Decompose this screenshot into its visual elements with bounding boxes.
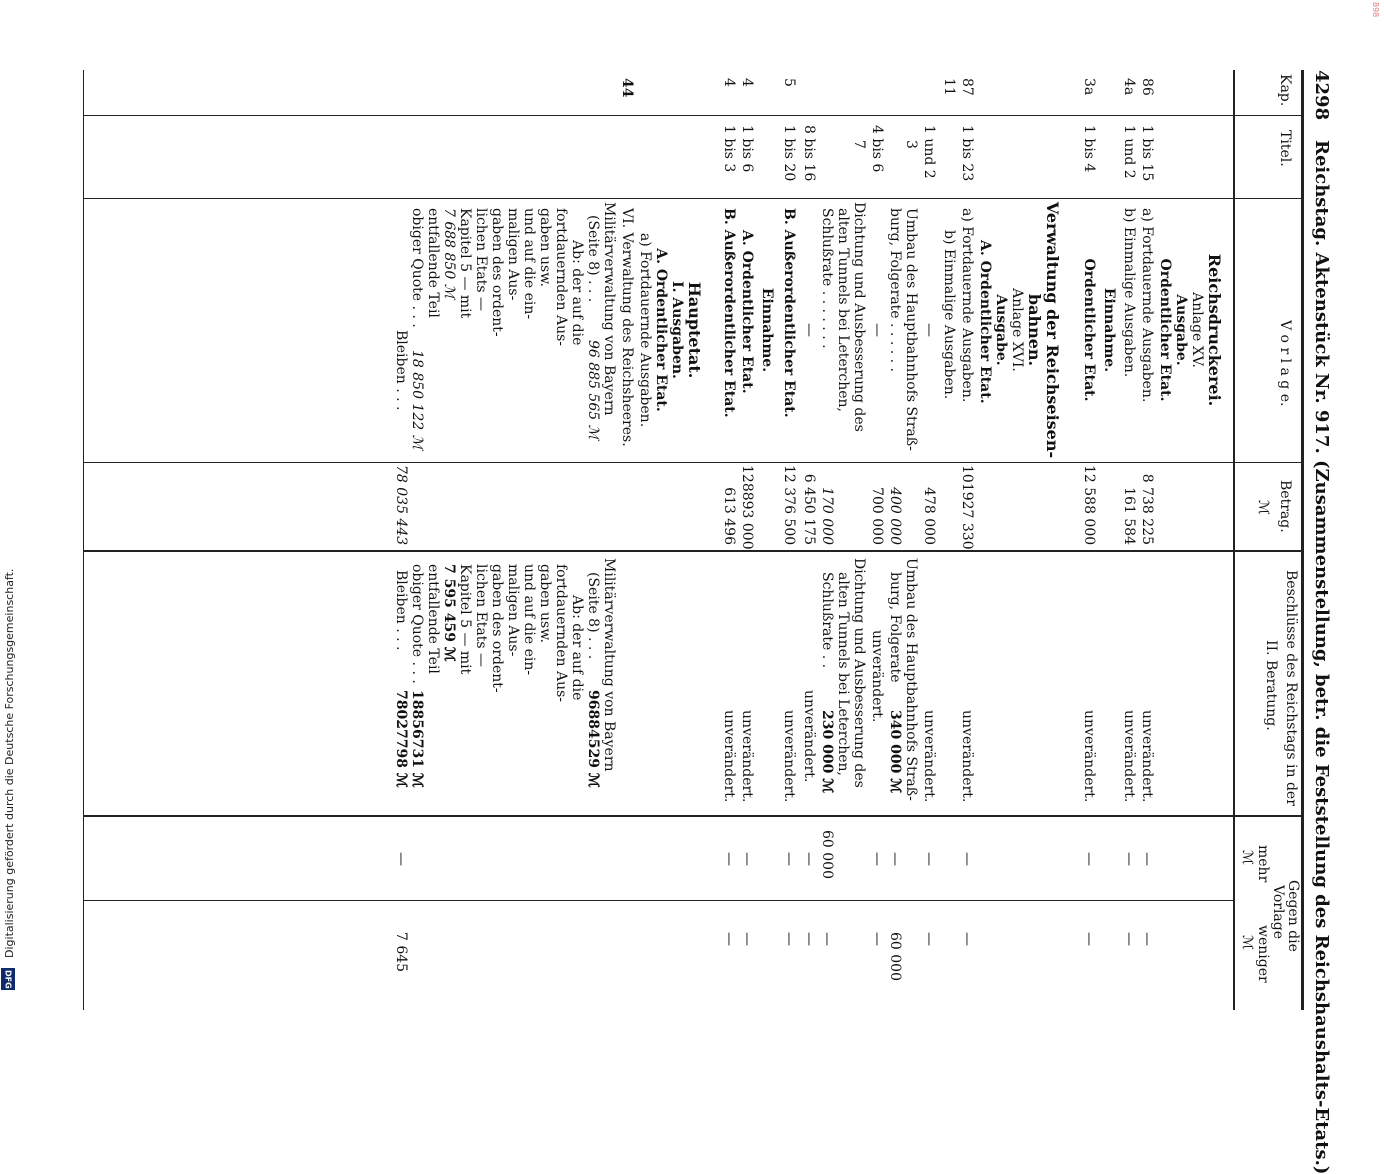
col-mehr-unit: ℳ xyxy=(1239,850,1255,865)
m6: und auf die ein- xyxy=(521,208,537,320)
r7-beschl-amt: 230 000 ℳ xyxy=(819,710,835,794)
section-hauptetat: Hauptetat. xyxy=(685,281,704,379)
col-rule-6 xyxy=(84,900,1235,901)
section-verwaltung-1: Verwaltung der Reichseisen- xyxy=(1043,201,1062,459)
bm8: gaben des ordent- xyxy=(489,564,505,693)
r6-titel: 4 bis 6 xyxy=(869,125,885,173)
m14: Bleiben . . . xyxy=(393,330,409,411)
r12-weniger: 7 645 xyxy=(393,932,409,973)
col-betrag-unit: ℳ xyxy=(1255,500,1271,515)
m4: fortdauernden Aus- xyxy=(553,208,569,347)
anlage-16: Anlage XVI. xyxy=(1009,288,1025,372)
r11-mehr: — xyxy=(721,852,737,866)
r7-beschl2: alten Tunnels bei Leterchen, xyxy=(835,572,851,776)
bm14-amt: 78027798 ℳ xyxy=(393,690,409,788)
col-rule-1 xyxy=(84,115,1304,116)
m8: gaben des ordent- xyxy=(489,208,505,337)
r9-titel: 1 bis 20 xyxy=(781,125,797,182)
r8-titel: 8 bis 16 xyxy=(801,125,817,182)
col-rule-3 xyxy=(84,462,1304,463)
bottom-rule xyxy=(83,70,84,1010)
r7-betrag: 170 000 xyxy=(819,487,835,545)
page-mark: 898 xyxy=(1371,2,1380,18)
r11-titel: 1 bis 3 xyxy=(721,125,737,173)
r5b-text1: Umbau des Hauptbahnhofs Straß- xyxy=(903,208,919,451)
r4-weniger: — xyxy=(959,932,975,946)
col-weniger-unit: ℳ xyxy=(1239,935,1255,950)
r5b-titel: 3 xyxy=(903,140,919,149)
m1: Militärverwaltung von Bayern xyxy=(601,202,617,416)
r11-beschl: unverändert. xyxy=(721,710,737,803)
r12-kap: 44 xyxy=(619,78,635,98)
col-betrag: Betrag. xyxy=(1277,480,1293,533)
r1-titel: 1 bis 15 xyxy=(1139,125,1155,182)
anlage-15: Anlage XV. xyxy=(1189,292,1205,368)
m13-amt: 18 850 122 ℳ xyxy=(409,350,425,450)
m2-amt: 96 885 565 ℳ xyxy=(585,340,601,440)
bm10: Kapitel 5 — mit xyxy=(457,564,473,675)
r1-text: a) Fortdauernde Ausgaben. xyxy=(1139,208,1155,403)
r9-beschl: unverändert. xyxy=(781,710,797,803)
r9-text: B. Außerordentlicher Etat. xyxy=(781,208,797,418)
bm9: lichen Etats — xyxy=(473,564,489,668)
a-ord2-heading: A. Ordentlicher Etat. xyxy=(653,248,669,412)
r11-weniger: — xyxy=(721,932,737,946)
r1-beschl: unverändert. xyxy=(1139,710,1155,803)
r2-kap: 4a xyxy=(1121,78,1137,96)
col-weniger: weniger xyxy=(1255,925,1271,983)
r10-weniger: — xyxy=(739,932,755,946)
r10-beschl: unverändert. xyxy=(739,710,755,803)
r8-beschl: unverändert. xyxy=(801,690,817,783)
r5a-titel: 1 und 2 xyxy=(921,125,937,179)
bm13-amt: 18856731 ℳ xyxy=(409,690,425,788)
r8-weniger: — xyxy=(801,932,817,946)
dfg-logo: DFG xyxy=(1,968,15,990)
bm7: maligen Aus- xyxy=(505,564,521,657)
r7-mehr: 60 000 xyxy=(819,830,835,879)
bm13: obiger Quote . . . xyxy=(409,564,425,684)
r10-kap: 4 xyxy=(739,78,755,87)
r5a-mehr: — xyxy=(921,852,937,866)
bm2: (Seite 8) . . . xyxy=(585,572,601,660)
r5b-betrag1: 400 000 xyxy=(887,487,903,545)
r10-mehr: — xyxy=(739,852,755,866)
col-rule-4 xyxy=(84,550,1304,552)
r5-kap: 11 xyxy=(941,78,957,96)
r5a-beschl: unverändert. xyxy=(921,710,937,803)
bm6: und auf die ein- xyxy=(521,564,537,676)
r11-text: B. Außerordentlicher Etat. xyxy=(721,208,737,418)
r9-kap: 5 xyxy=(781,78,797,87)
m2: (Seite 8) . . . xyxy=(585,215,601,303)
r8-mehr: — xyxy=(801,852,817,866)
fort-heading: a) Fortdauernde Ausgaben. xyxy=(637,232,653,428)
r4-mehr: — xyxy=(959,852,975,866)
m13: obiger Quote . . . xyxy=(409,208,425,328)
section-reichsdruckerei: Reichsdruckerei. xyxy=(1205,253,1224,407)
r4-text: a) Fortdauernde Ausgaben. xyxy=(959,208,975,403)
r7-text1: Dichtung und Ausbesserung des xyxy=(851,202,867,432)
r8-betrag: 6 450 175 xyxy=(801,473,817,545)
r6-mehr: — xyxy=(869,852,885,866)
r2-mehr: — xyxy=(1121,852,1137,866)
r12-mehr: — xyxy=(393,852,409,866)
r9-weniger: — xyxy=(781,932,797,946)
m9: lichen Etats — xyxy=(473,208,489,312)
r7-text2: alten Tunnels bei Leterchen, xyxy=(835,208,851,412)
col-vorlage: V o r l a g e. xyxy=(1277,320,1293,407)
a-ord-heading: A. Ordentlicher Etat. xyxy=(977,240,993,404)
bm4: fortdauernden Aus- xyxy=(553,564,569,703)
m10: Kapitel 5 — mit xyxy=(457,208,473,319)
bm5: gaben usw. xyxy=(537,564,553,643)
bm1: Militärverwaltung von Bayern xyxy=(601,558,617,772)
r6-weniger: — xyxy=(869,932,885,946)
r5b-mehr: — xyxy=(887,852,903,866)
r5b-beschl-amt: 340 000 ℳ xyxy=(887,710,903,794)
r3-beschl: unverändert. xyxy=(1081,710,1097,803)
r4-beschl: unverändert. xyxy=(959,710,975,803)
r5a-dash: — xyxy=(921,323,937,337)
col-beschluesse: Beschlüsse des Reichstags in der xyxy=(1283,570,1299,806)
r2-beschl: unverändert. xyxy=(1121,710,1137,803)
col-titel: Titel. xyxy=(1277,130,1293,167)
bm14: Bleiben . . . xyxy=(393,570,409,651)
r7-beschl3: Schlußrate . . xyxy=(819,572,835,669)
m3: Ab: der auf die xyxy=(569,240,585,346)
r11-kap: 4 xyxy=(721,78,737,87)
ausgaben-heading: I. Ausgaben. xyxy=(669,281,685,379)
r5-text: b) Einmalige Ausgaben. xyxy=(941,230,957,400)
bm2-amt: 96884529 ℳ xyxy=(585,690,601,788)
r3-weniger: — xyxy=(1081,932,1097,946)
r1-mehr: — xyxy=(1139,852,1155,866)
r5a-weniger: — xyxy=(921,932,937,946)
r5b-betrag2: 700 000 xyxy=(869,487,885,545)
m7: maligen Aus- xyxy=(505,208,521,301)
r9-mehr: — xyxy=(781,852,797,866)
r2-titel: 1 und 2 xyxy=(1121,125,1137,179)
r11-betrag: 613 496 xyxy=(721,487,737,545)
m5: gaben usw. xyxy=(537,208,553,287)
r4-kap: 87 xyxy=(959,78,975,96)
r5b-text2: burg, Folgerate . . . . . . xyxy=(887,208,903,372)
ausgabe2-heading: Ausgabe. xyxy=(993,294,1009,366)
vi-heading: VI. Verwaltung des Reichsheeres. xyxy=(619,208,635,447)
r2-text: b) Einmalige Ausgaben. xyxy=(1121,208,1137,378)
bm3: Ab: der auf die xyxy=(569,595,585,701)
col-kap: Kap. xyxy=(1277,74,1293,107)
col-vorlage-sub: Vorlage xyxy=(1270,885,1286,940)
r4-betrag: 101927 330 xyxy=(959,465,975,550)
col-mehr: mehr xyxy=(1255,845,1271,883)
ausgabe-heading: Ausgabe. xyxy=(1173,294,1189,366)
m12: entfallende Teil xyxy=(425,208,441,318)
r8-dash: — xyxy=(801,323,817,337)
r1-kap: 86 xyxy=(1139,78,1155,96)
r7-weniger: — xyxy=(819,932,835,946)
r3-mehr: — xyxy=(1081,852,1097,866)
r9-betrag: 12 376 500 xyxy=(781,465,797,546)
page-title: Reichstag. Aktenstück Nr. 917. (Zusammenstellung, betr. die Feststellung des Reichshaushalts-Etats.) xyxy=(1311,140,1332,1174)
ord-etat-heading: Ordentlicher Etat. xyxy=(1157,258,1173,402)
r3-kap: 3a xyxy=(1081,78,1097,96)
r3-betrag: 12 588 000 xyxy=(1081,465,1097,546)
r7-beschl1: Dichtung und Ausbesserung des xyxy=(851,558,867,788)
r1-betrag: 8 738 225 xyxy=(1139,473,1155,545)
dfg-credit: Digitalisierung gefördert durch die Deutsche Forschungsgemeinschaft. xyxy=(3,568,16,958)
r10-titel: 1 bis 6 xyxy=(739,125,755,173)
r7-text3: Schlußrate . . . . . . . xyxy=(819,208,835,349)
rotated-table-sheet xyxy=(50,70,1332,1174)
r7-titel: 7 xyxy=(851,140,867,149)
r1-weniger: — xyxy=(1139,932,1155,946)
r10-text: A. Ordentlicher Etat. xyxy=(739,230,755,394)
m11-amt: 7 688 850 ℳ xyxy=(441,208,457,299)
bm11-amt: 7 595 459 ℳ xyxy=(441,564,457,662)
col-beschluesse2: II. Beratung. xyxy=(1263,640,1279,731)
einnahme-heading: Einnahme. xyxy=(1101,287,1117,373)
col-gegen: Gegen die xyxy=(1285,880,1301,952)
r3-titel: 1 bis 4 xyxy=(1081,125,1097,173)
col-rule-5 xyxy=(84,815,1304,817)
bm12: entfallende Teil xyxy=(425,564,441,674)
m14-amt: 78 035 443 xyxy=(393,465,409,546)
header-rule xyxy=(1301,70,1304,1010)
r5b-weniger: 60 000 xyxy=(887,932,903,981)
ord-etat2-heading: Ordentlicher Etat. xyxy=(1081,258,1097,402)
r4-titel: 1 bis 23 xyxy=(959,125,975,182)
r10-betrag: 128893 000 xyxy=(739,465,755,550)
subheader-rule xyxy=(1233,70,1235,1010)
page-number: 4298 xyxy=(1311,70,1332,121)
r2-betrag: 161 584 xyxy=(1121,487,1137,545)
r5b-beschl2: burg, Folgerate xyxy=(887,572,903,683)
r5b-beschl3: unverändert. xyxy=(869,630,885,723)
r5b-beschl1: Umbau des Hauptbahnhofs Straß- xyxy=(903,558,919,801)
einnahme2-heading: Einnahme. xyxy=(759,287,775,373)
r2-weniger: — xyxy=(1121,932,1137,946)
r5a-betrag: 478 000 xyxy=(921,487,937,545)
section-verwaltung-2: bahnen. xyxy=(1025,293,1044,367)
r6-dash: — xyxy=(869,323,885,337)
